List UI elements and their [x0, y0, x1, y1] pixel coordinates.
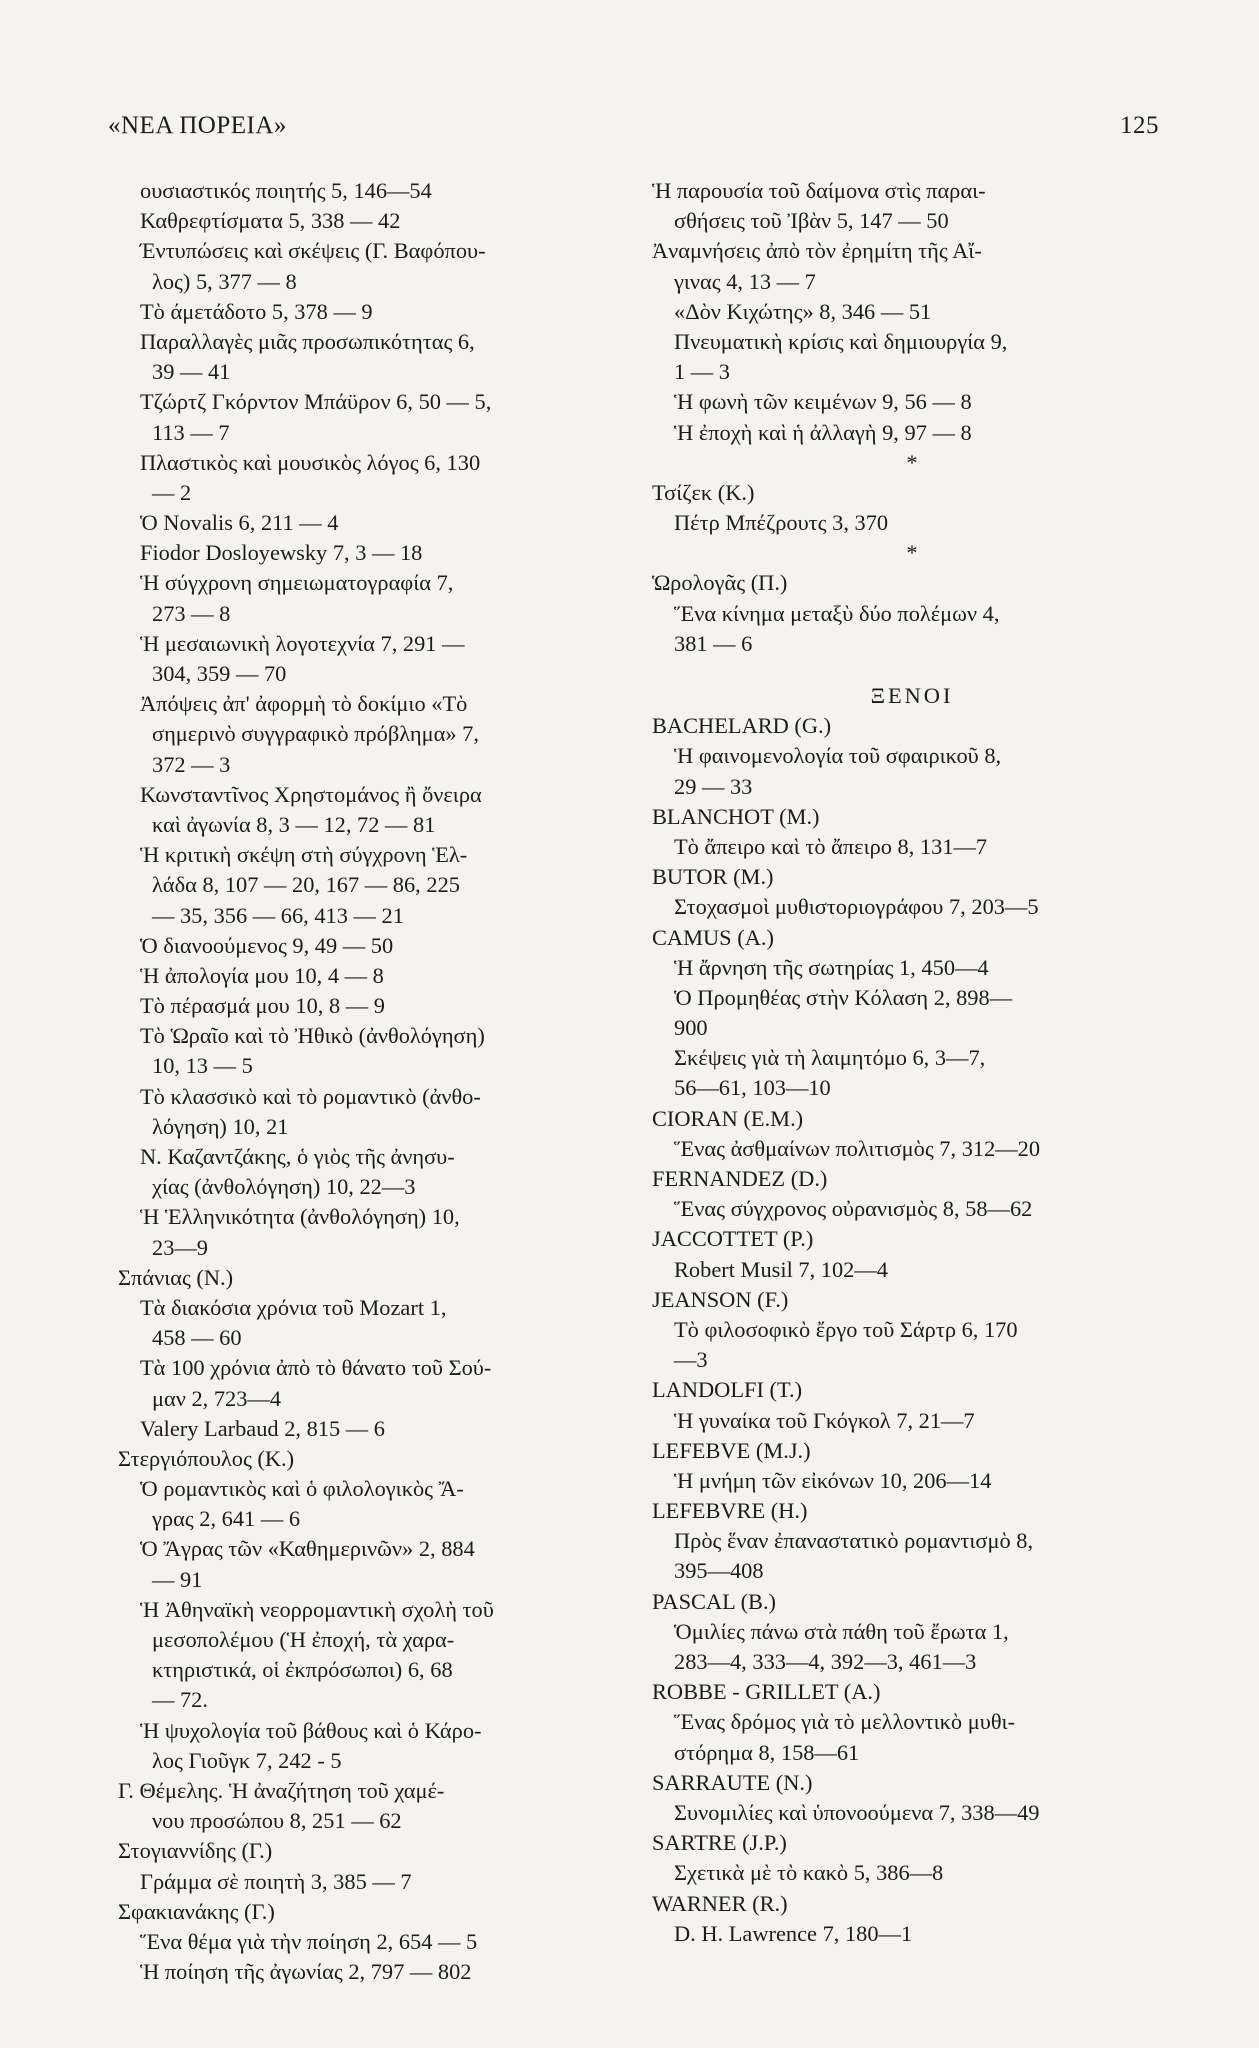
- index-entry-line: 372 — 3: [152, 751, 231, 777]
- index-entry-line: Ὁμιλίες πάνω στὰ πάθη τοῦ ἔρωτα 1,: [674, 1618, 1009, 1644]
- index-entry-line: Κωνσταντῖνος Χρηστομάνος ἢ ὄνειρα: [140, 781, 482, 807]
- author-heading: JACCOTTET (P.): [652, 1226, 814, 1252]
- index-entry-line: Τὸ Ὡραῖο καὶ τὸ Ἠθικὸ (ἀνθολόγηση): [140, 1023, 485, 1049]
- author-heading: SARRAUTE (N.): [652, 1769, 813, 1795]
- index-entry-line: Ἕνα θέμα γιὰ τὴν ποίηση 2, 654 — 5: [140, 1928, 478, 1954]
- index-entry-line: 1 — 3: [674, 359, 730, 385]
- index-entry-line: νου προσώπου 8, 251 — 62: [152, 1808, 402, 1834]
- index-entry-line: Ὁ Ἄγρας τῶν «Καθημερινῶν» 2, 884: [140, 1536, 475, 1562]
- index-entry-line: Ἡ σύγχρονη σημειωματογραφία 7,: [140, 570, 454, 596]
- author-heading: JEANSON (F.): [652, 1286, 789, 1312]
- index-entry-line: Valery Larbaud 2, 815 — 6: [140, 1415, 385, 1441]
- index-column-left: [118, 176, 608, 1987]
- index-entry-line: 29 — 33: [674, 773, 753, 799]
- index-entry-line: «Δὸν Κιχώτης» 8, 346 — 51: [674, 298, 932, 324]
- index-entry-line: Ἕνας σύγχρονος οὐρανισμὸς 8, 58—62: [674, 1196, 1033, 1222]
- index-entry-line: στόρημα 8, 158—61: [674, 1739, 860, 1765]
- author-heading: BACHELARD (G.): [652, 713, 832, 739]
- index-entry-line: 283—4, 333—4, 392—3, 461—3: [674, 1649, 977, 1674]
- index-entry-line: Γράμμα σὲ ποιητὴ 3, 385 — 7: [140, 1868, 412, 1894]
- author-heading: Ἀναμνήσεις ἀπὸ τὸν ἐρημίτη τῆς Αἴ-: [652, 238, 982, 264]
- author-heading: BUTOR (M.): [652, 864, 774, 890]
- author-heading: Γ. Θέμελης. Ἡ ἀναζήτηση τοῦ χαμέ-: [118, 1777, 445, 1803]
- index-entry-line: Ν. Καζαντζάκης, ὁ γιὸς τῆς ἀνησυ-: [140, 1144, 455, 1169]
- index-entry-line: 395—408: [674, 1558, 764, 1584]
- section-separator-asterisk: *: [906, 449, 918, 475]
- index-entry-line: D. H. Lawrence 7, 180—1: [674, 1920, 913, 1946]
- index-entry-line: 900: [674, 1015, 708, 1041]
- index-entry-line: 10, 13 — 5: [152, 1053, 253, 1079]
- index-entry-line: σθήσεις τοῦ Ἰβὰν 5, 147 — 50: [674, 208, 949, 234]
- index-entry-line: Ἀπόψεις ἀπ' ἀφορμὴ τὸ δοκίμιο «Τὸ: [140, 691, 468, 717]
- author-heading: LEFEBVRE (H.): [652, 1498, 808, 1524]
- index-entry-line: — 72.: [152, 1687, 208, 1713]
- index-entry-line: Ἕνας ἀσθμαίνων πολιτισμὸς 7, 312—20: [674, 1135, 1041, 1161]
- author-heading: BLANCHOT (M.): [652, 803, 820, 829]
- index-entry-line: Ὁ διανοούμενος 9, 49 — 50: [140, 932, 394, 958]
- author-heading: Στογιαννίδης (Γ.): [118, 1838, 273, 1864]
- index-entry-line: Ἡ γυναίκα τοῦ Γκόγκολ 7, 21—7: [674, 1407, 975, 1433]
- index-entry-line: Τζώρτζ Γκόρντον Μπάϋρον 6, 50 — 5,: [140, 389, 492, 415]
- index-entry-line: Πλαστικὸς καὶ μουσικὸς λόγος 6, 130: [140, 449, 481, 475]
- index-entry-line: Ἡ ἄρνηση τῆς σωτηρίας 1, 450—4: [674, 954, 989, 980]
- index-entry-line: Ἡ φωνὴ τῶν κειμένων 9, 56 — 8: [674, 389, 972, 415]
- index-entry-line: Τὸ άμετάδοτο 5, 378 — 9: [140, 298, 373, 324]
- index-entry-line: λος) 5, 377 — 8: [152, 268, 297, 294]
- index-entry-line: Τὸ ἄπειρο καὶ τὸ ἄπειρο 8, 131—7: [674, 833, 988, 859]
- section-spacer: [652, 659, 1172, 681]
- index-entry-line: λόγηση) 10, 21: [152, 1113, 289, 1139]
- index-entry-line: Ὁ Novalis 6, 211 — 4: [140, 510, 339, 536]
- index-entry-line: Πρὸς ἕναν ἐπαναστατικὸ ρομαντισμὸ 8,: [674, 1528, 1034, 1554]
- index-entry-line: Τὰ 100 χρόνια ἀπὸ τὸ θάνατο τοῦ Σού-: [140, 1355, 492, 1381]
- index-entry-line: Σχετικὰ μὲ τὸ κακὸ 5, 386—8: [674, 1860, 944, 1886]
- index-entry-line: Ἕνας δρόμος γιὰ τὸ μελλοντικὸ μυθι-: [674, 1709, 1016, 1735]
- index-entry-line: 113 — 7: [152, 419, 230, 445]
- author-heading: Στεργιόπουλος (Κ.): [118, 1445, 295, 1471]
- index-entry-line: 39 — 41: [152, 359, 231, 385]
- index-entry-line: Ἡ μνήμη τῶν εἰκόνων 10, 206—14: [674, 1467, 992, 1493]
- index-entry-line: γρας 2, 641 — 6: [152, 1506, 301, 1532]
- index-entry-line: 23—9: [152, 1234, 208, 1260]
- journal-title: «ΝΕΑ ΠΟΡΕΙΑ»: [108, 112, 287, 139]
- index-entry-line: Έντυπώσεις καὶ σκέψεις (Γ. Βαφόπου-: [140, 238, 486, 264]
- index-entry-line: —3: [674, 1347, 708, 1373]
- index-entry-line: — 91: [152, 1566, 203, 1592]
- author-heading: ROBBE - GRILLET (A.): [652, 1679, 881, 1705]
- index-entry-line: Σκέψεις γιὰ τὴ λαιμητόμο 6, 3—7,: [674, 1045, 986, 1071]
- index-entry-line: Τὸ κλασσικὸ καὶ τὸ ρομαντικὸ (ἀνθο-: [140, 1083, 481, 1109]
- index-entry-line: λος Γιοῦγκ 7, 242 - 5: [152, 1747, 342, 1773]
- page-number: 125: [1120, 112, 1159, 139]
- index-entry-line: Ὁ Προμηθέας στὴν Κόλαση 2, 898—: [674, 984, 1013, 1010]
- index-entry-line: Ἡ ἀπολογία μου 10, 4 — 8: [140, 962, 384, 988]
- index-entry-line: 273 — 8: [152, 600, 231, 626]
- author-heading: LEFEBVE (M.J.): [652, 1437, 811, 1463]
- index-entry-line: Τὰ διακόσια χρόνια τοῦ Mozart 1,: [140, 1294, 447, 1320]
- author-heading: CIORAN (E.M.): [652, 1105, 804, 1131]
- index-entry-line: Ἡ ποίηση τῆς ἀγωνίας 2, 797 — 802: [140, 1959, 472, 1985]
- index-entry-line: Ἡ φαινομενολογία τοῦ σφαιρικοῦ 8,: [674, 743, 1002, 769]
- section-separator-asterisk: *: [906, 540, 918, 566]
- author-heading: Τσίζεκ (Κ.): [652, 479, 755, 505]
- index-entry-line: Στοχασμοὶ μυθιστοριογράφου 7, 203—5: [674, 894, 1039, 920]
- index-entry-line: — 35, 356 — 66, 413 — 21: [152, 902, 404, 928]
- author-heading: CAMUS (A.): [652, 924, 774, 950]
- index-entry-line: Ἡ ψυχολογία τοῦ βάθους καὶ ὁ Κάρο-: [140, 1717, 482, 1743]
- index-entry-line: Παραλλαγὲς μιᾶς προσωπικότητας 6,: [140, 328, 475, 354]
- author-heading: SARTRE (J.P.): [652, 1830, 787, 1856]
- index-entry-line: μεσοπολέμου (Ἡ ἐποχή, τὰ χαρα-: [152, 1627, 455, 1652]
- index-entry-line: Τὸ φιλοσοφικὸ ἔργο τοῦ Σάρτρ 6, 170: [674, 1316, 1018, 1342]
- index-entry-line: Πέτρ Μπέζρουτς 3, 370: [674, 510, 889, 536]
- index-entry-line: 458 — 60: [152, 1325, 242, 1351]
- index-entry-line: 381 — 6: [674, 630, 753, 656]
- index-entry-line: λάδα 8, 107 — 20, 167 — 86, 225: [152, 872, 460, 898]
- index-entry-line: — 2: [152, 479, 192, 505]
- index-entry-line: 304, 359 — 70: [152, 661, 287, 686]
- index-entry-line: καὶ ἀγωνία 8, 3 — 12, 72 — 81: [152, 811, 436, 837]
- index-entry-line: ουσιαστικός ποιητής 5, 146—54: [140, 178, 432, 203]
- index-entry-line: σημερινὸ συγγραφικὸ πρόβλημα» 7,: [152, 721, 479, 747]
- author-heading: Ὡρολογᾶς (Π.): [652, 570, 788, 596]
- index-entry-line: Τὸ πέρασμά μου 10, 8 — 9: [140, 993, 385, 1019]
- running-header: [108, 112, 1159, 148]
- index-entry-line: χίας (ἀνθολόγηση) 10, 22—3: [152, 1174, 416, 1200]
- index-entry-line: Robert Musil 7, 102—4: [674, 1256, 888, 1282]
- index-entry-line: Ἡ μεσαιωνικὴ λογοτεχνία 7, 291 —: [140, 630, 465, 656]
- author-heading: Ἡ παρουσία τοῦ δαίμονα στὶς παραι-: [652, 178, 986, 203]
- index-entry-line: Ἡ Ἑλληνικότητα (ἀνθολόγηση) 10,: [140, 1204, 460, 1230]
- index-entry-line: Ἕνα κίνημα μεταξὺ δύο πολέμων 4,: [674, 600, 1000, 626]
- index-entry-line: Ὁ ρομαντικὸς καὶ ὁ φιλολογικὸς Ἄ-: [140, 1476, 464, 1502]
- index-entry-line: Πνευματικὴ κρίσις καὶ δημιουργία 9,: [674, 328, 1008, 354]
- index-entry-line: Fiodor Dosloyewsky 7, 3 — 18: [140, 540, 423, 566]
- author-heading: PASCAL (B.): [652, 1588, 777, 1614]
- index-entry-line: Ἡ Ἀθηναϊκὴ νεορρομαντικὴ σχολὴ τοῦ: [140, 1596, 494, 1622]
- index-entry-line: Συνομιλίες καὶ ὑπονοούμενα 7, 338—49: [674, 1799, 1040, 1825]
- author-heading: Σπάνιας (Ν.): [118, 1264, 234, 1290]
- author-heading: LANDOLFI (T.): [652, 1377, 803, 1403]
- author-heading: WARNER (R.): [652, 1890, 788, 1916]
- index-column-right: [652, 176, 1172, 1949]
- author-heading: Σφακιανάκης (Γ.): [118, 1898, 275, 1924]
- index-entry-line: γινας 4, 13 — 7: [674, 268, 816, 294]
- index-entry-line: 56—61, 103—10: [674, 1075, 831, 1101]
- section-heading: ΞΕΝΟΙ: [870, 683, 954, 708]
- index-entry-line: μαν 2, 723—4: [152, 1385, 282, 1411]
- author-heading: FERNANDEZ (D.): [652, 1166, 828, 1191]
- index-entry-line: Ἡ ἐποχὴ καὶ ἡ ἀλλαγὴ 9, 97 — 8: [674, 419, 972, 445]
- index-entry-line: Ἡ κριτικὴ σκέψη στὴ σύγχρονη Ἑλ-: [140, 842, 468, 868]
- index-entry-line: Καθρεφτίσματα 5, 338 — 42: [140, 208, 401, 234]
- index-entry-line: κτηριστικά, οἱ ἐκπρόσωποι) 6, 68: [152, 1657, 453, 1683]
